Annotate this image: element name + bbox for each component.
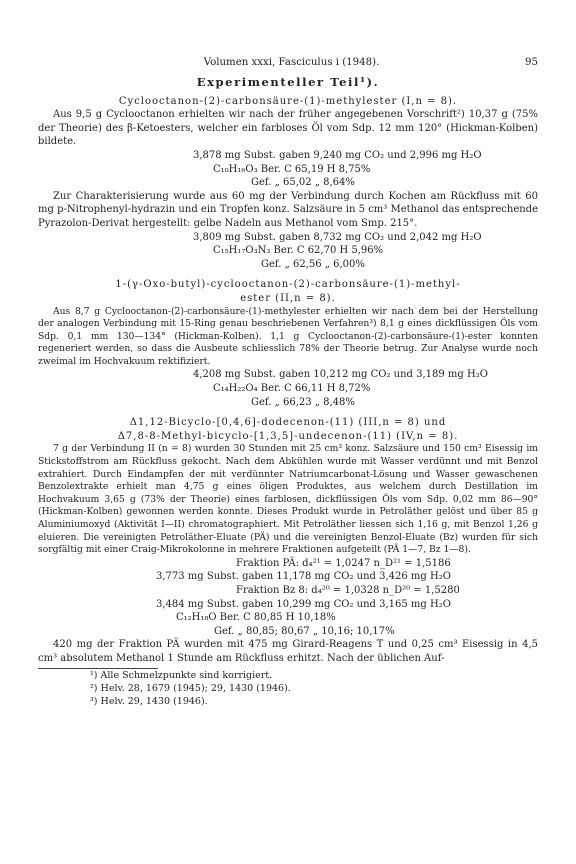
compound2-analysis — [193, 368, 538, 409]
analysis-bz — [156, 598, 538, 639]
compound3-heading-line2: Δ7,8-8-Methyl-bicyclo-[1,3,5]-undecenon-(11) (IV,n = 8). — [117, 430, 459, 442]
analysis-line: C₁₀H₁₆O₃ Ber. C 65,19 H 8,75% — [213, 163, 371, 175]
compound3-heading-line1: Δ1,12-Bicyclo-[0,4,6]-dodecenon-(11) (III,n = 8) und — [129, 417, 447, 429]
running-header — [38, 56, 538, 72]
analysis-line: 3,878 mg Subst. gaben 9,240 mg CO₂ und 2,996 mg H₂O — [193, 149, 482, 161]
page-number: 95 — [525, 57, 538, 68]
paper-page — [38, 56, 538, 708]
footnote: ²) Helv. 28, 1679 (1945); 29, 1430 (1946). — [90, 682, 291, 694]
compound3-text2: 420 mg der Fraktion PÄ wurden mit 475 mg Girard-Reagens T und 0,25 cm³ Eisessig in 4,5 cm³ absolutem Methanol 1 Stunde am Rückfluss erhitzt. Nach der üblichen Auf- — [38, 639, 538, 664]
analysis-line: Gef. „ 65,02 „ 8,64% — [251, 177, 355, 189]
compound2-heading-line2: ester (II,n = 8). — [240, 292, 336, 304]
analysis-line: 4,208 mg Subst. gaben 10,212 mg CO₂ und 3,189 mg H₂O — [193, 369, 488, 381]
compound1-analysis2 — [193, 231, 538, 272]
compound3-text: 7 g der Verbindung II (n = 8) wurden 30 Stunden mit 25 cm³ konz. Salzsäure und 150 cm³ Eisessig im Stickstoffstrom am Rückfluss gekocht. Nach dem Abkühlen wurde mit Wasser verdünnt und mit Benzol extrahiert. Durch Eindampfen der mit verdünnter Natriumcarbonat-Lösung und Wasser gewaschenen Benzolextrakte erhielt man 4,75 g eines öligen Produktes, aus welchem durch Destillation im Hochvakuum 3,65 g (73% der Theorie) eines farblosen, dickflüssigen Öls vom Sdp. 0,02 mm 86—90° (Hickman-Kolben) gewonnen werden konnte. Dieses Produkt wurde in Petroläther gelöst und über 85 g Aluminiumoxyd (Aktivität I—II) chromatographiert. Mit Petroläther liessen sich 1,16 g, mit Benzol 1,26 g eluieren. Die vereinigten Petroläther-Eluate (PÄ) und die vereinigten Benzol-Eluate (Bz) wurden für sich sorgfältig mit einer Craig-Mikrokolonne in mehrere Fraktionen aufgeteilt (PÄ 1—7, Bz 1—8). — [38, 443, 538, 556]
compound1-heading: Cyclooctanon-(2)-carbonsäure-(1)-methylester (I,n = 8). — [118, 95, 458, 107]
compound1-text2: Zur Charakterisierung wurde aus 60 mg der Verbindung durch Kochen am Rückfluss mit 60 mg p-Nitrophenyl-hydrazin und ein Tropfen konz. Salzsäure in 5 cm³ Methanol das entsprechende Pyrazolon-Derivat hergestellt: gelbe Nadeln aus Methanol vom Smp. 215°. — [38, 190, 538, 229]
footnotes — [90, 669, 538, 708]
analysis-line: 3,809 mg Subst. gaben 8,732 mg CO₂ und 2,042 mg H₂O — [193, 231, 482, 243]
analysis-pa: 3,773 mg Subst. gaben 11,178 mg CO₂ und 3,426 mg H₂O — [156, 571, 451, 583]
analysis-line: Gef. „ 62,56 „ 6,00% — [261, 258, 365, 270]
section-title: Experimenteller Teil¹). — [196, 75, 380, 89]
running-title: Volumen xxxi, Fasciculus i (1948). — [203, 57, 380, 68]
fraction-bz: Fraktion Bz 8: d₄²⁰ = 1,0328 n_D²⁰ = 1,5280 — [236, 584, 460, 596]
analysis-line: C₁₂H₁₈O Ber. C 80,85 H 10,18% — [176, 612, 336, 624]
compound1-analysis — [193, 149, 538, 190]
footnote: ¹) Alle Schmelzpunkte sind korrigiert. — [90, 669, 273, 681]
footnote: ³) Helv. 29, 1430 (1946). — [90, 695, 208, 707]
analysis-line: 3,484 mg Subst. gaben 10,299 mg CO₂ und 3,165 mg H₂O — [156, 598, 451, 610]
compound2-text: Aus 8,7 g Cyclooctanon-(2)-carbonsäure-(1)-methylester erhielten wir nach dem bei der Herstellung der analogen Verbindung mit 15-Ring genau beschriebenen Verfahren³) 8,1 g eines dickflüssigen Öls vom Sdp. 0,1 mm 130—134° (Hickman-Kolben). 1,1 g Cyclooctanon-(2)-carbonsäure-(1)-ester konnten regeneriert werden, so dass die Ausbeute schliesslich 78% der Theorie betrug. Zur Analyse wurde noch zweimal im Hochvakuum rektifiziert. — [38, 305, 538, 367]
compound1-text: Aus 9,5 g Cyclooctanon erhielten wir nach der früher angegebenen Vorschrift²) 10,37 g (75% der Theorie) des β-Ketoesters, welcher ein farbloses Öl vom Sdp. 12 mm 120° (Hickman-Kolben) bildete. — [38, 109, 538, 148]
analysis-line: C₁₄H₂₂O₄ Ber. C 66,11 H 8,72% — [213, 383, 371, 395]
analysis-line: Gef. „ 66,23 „ 8,48% — [251, 396, 355, 408]
analysis-line: C₁₅H₁₇O₃N₃ Ber. C 62,70 H 5,96% — [213, 245, 384, 257]
fraction-pa: Fraktion PÄ: d₄²¹ = 1,0247 n_D²¹ = 1,5186 — [236, 557, 451, 569]
analysis-line: Gef. „ 80,85; 80,67 „ 10,16; 10,17% — [214, 625, 395, 637]
compound2-heading-line1: 1-(γ-Oxo-butyl)-cyclooctanon-(2)-carbonsäure-(1)-methyl- — [115, 279, 461, 291]
